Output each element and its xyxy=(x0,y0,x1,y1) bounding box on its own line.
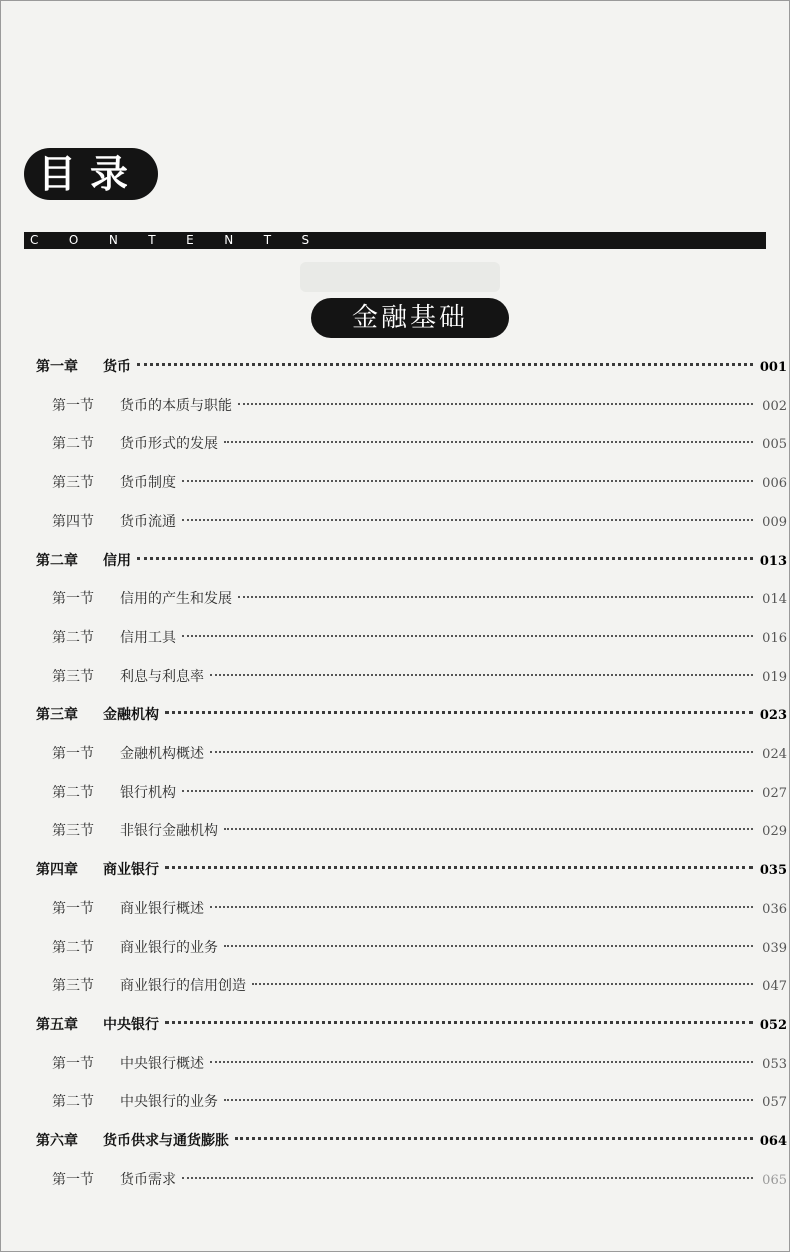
page-number: 053 xyxy=(762,1057,787,1072)
toc-section-entry xyxy=(52,819,787,843)
section-number: 第三节 xyxy=(52,978,94,994)
dot-leader xyxy=(224,945,753,947)
dot-leader xyxy=(238,596,753,598)
section-title: 商业银行的业务 xyxy=(120,940,218,956)
contents-banner xyxy=(24,232,766,249)
dot-leader xyxy=(210,751,753,753)
toc-chapter-entry xyxy=(36,703,787,727)
chapter-number: 第三章 xyxy=(36,707,78,723)
section-title: 中央银行概述 xyxy=(120,1056,204,1072)
dot-leader xyxy=(165,711,753,714)
section-title: 中央银行的业务 xyxy=(120,1094,218,1110)
chapter-title: 商业银行 xyxy=(103,862,159,878)
dot-leader xyxy=(210,906,753,908)
page-number: 027 xyxy=(762,786,787,801)
toc-section-entry xyxy=(52,742,787,766)
toc-section-entry xyxy=(52,1168,787,1192)
section-title: 信用的产生和发展 xyxy=(120,591,232,607)
page-number: 016 xyxy=(762,631,787,646)
chapter-number: 第一章 xyxy=(36,359,78,375)
dot-leader xyxy=(252,983,753,985)
dot-leader xyxy=(182,519,753,521)
section-title: 货币的本质与职能 xyxy=(120,398,232,414)
section-title: 货币制度 xyxy=(120,475,176,491)
section-number: 第一节 xyxy=(52,1056,94,1072)
page-number: 035 xyxy=(759,863,787,878)
dot-leader xyxy=(182,635,753,637)
chapter-number: 第六章 xyxy=(36,1133,78,1149)
page-number: 052 xyxy=(759,1018,787,1033)
toc-chapter-entry xyxy=(36,1013,787,1037)
chapter-number: 第五章 xyxy=(36,1017,78,1033)
section-title: 银行机构 xyxy=(120,785,176,801)
chapter-title: 货币 xyxy=(103,359,131,375)
toc-section-entry xyxy=(52,974,787,998)
section-title: 货币形式的发展 xyxy=(120,436,218,452)
section-number: 第二节 xyxy=(52,785,94,801)
toc-section-entry xyxy=(52,587,787,611)
section-number: 第一节 xyxy=(52,398,94,414)
dot-leader xyxy=(182,790,753,792)
section-title: 商业银行的信用创造 xyxy=(120,978,246,994)
chapter-title: 信用 xyxy=(103,553,131,569)
part-title: 金融基础 xyxy=(311,298,509,338)
page-number: 065 xyxy=(762,1173,787,1188)
page-number: 039 xyxy=(762,941,787,956)
page-title: 目录 xyxy=(24,148,158,200)
section-title: 金融机构概述 xyxy=(120,746,204,762)
dot-leader xyxy=(165,866,753,869)
page-number: 019 xyxy=(762,670,787,685)
section-title: 非银行金融机构 xyxy=(120,823,218,839)
toc-section-entry xyxy=(52,432,787,456)
chapter-title: 货币供求与通货膨胀 xyxy=(103,1133,229,1149)
dot-leader xyxy=(210,1061,753,1063)
section-number: 第二节 xyxy=(52,436,94,452)
toc-chapter-entry xyxy=(36,1129,787,1153)
section-number: 第二节 xyxy=(52,940,94,956)
section-number: 第三节 xyxy=(52,669,94,685)
part-title-shadow xyxy=(300,262,500,292)
dot-leader xyxy=(224,828,753,830)
page-number: 024 xyxy=(762,747,787,762)
contents-label: CONTENTS xyxy=(30,233,340,247)
dot-leader xyxy=(137,557,753,560)
toc-section-entry xyxy=(52,665,787,689)
section-number: 第二节 xyxy=(52,1094,94,1110)
toc-section-entry xyxy=(52,471,787,495)
toc-section-entry xyxy=(52,1090,787,1114)
toc-section-entry xyxy=(52,1052,787,1076)
toc-section-entry xyxy=(52,510,787,534)
page-number: 009 xyxy=(762,515,787,530)
section-number: 第一节 xyxy=(52,1172,94,1188)
section-number: 第三节 xyxy=(52,475,94,491)
toc-section-entry xyxy=(52,394,787,418)
dot-leader xyxy=(224,441,753,443)
section-number: 第三节 xyxy=(52,823,94,839)
page-number: 036 xyxy=(762,902,787,917)
section-title: 货币流通 xyxy=(120,514,176,530)
toc-section-entry xyxy=(52,626,787,650)
section-number: 第二节 xyxy=(52,630,94,646)
chapter-title: 金融机构 xyxy=(103,707,159,723)
page-number: 005 xyxy=(762,437,787,452)
dot-leader xyxy=(210,674,753,676)
toc-section-entry xyxy=(52,936,787,960)
section-number: 第一节 xyxy=(52,746,94,762)
section-number: 第一节 xyxy=(52,591,94,607)
page-number: 029 xyxy=(762,824,787,839)
page-number: 014 xyxy=(762,592,787,607)
page-number: 002 xyxy=(762,399,787,414)
page-number: 001 xyxy=(759,360,787,375)
page-number: 057 xyxy=(762,1095,787,1110)
dot-leader xyxy=(224,1099,753,1101)
chapter-number: 第二章 xyxy=(36,553,78,569)
page-number: 006 xyxy=(762,476,787,491)
page-number: 047 xyxy=(762,979,787,994)
section-title: 商业银行概述 xyxy=(120,901,204,917)
dot-leader xyxy=(182,480,753,482)
toc-chapter-entry xyxy=(36,549,787,573)
section-title: 信用工具 xyxy=(120,630,176,646)
section-title: 货币需求 xyxy=(120,1172,176,1188)
toc-chapter-entry xyxy=(36,355,787,379)
toc-section-entry xyxy=(52,897,787,921)
page-number: 013 xyxy=(759,554,787,569)
dot-leader xyxy=(137,363,753,366)
section-title: 利息与利息率 xyxy=(120,669,204,685)
section-number: 第一节 xyxy=(52,901,94,917)
section-number: 第四节 xyxy=(52,514,94,530)
toc-section-entry xyxy=(52,781,787,805)
chapter-title: 中央银行 xyxy=(103,1017,159,1033)
toc-chapter-entry xyxy=(36,858,787,882)
dot-leader xyxy=(182,1177,753,1179)
page-number: 023 xyxy=(759,708,787,723)
page-number: 064 xyxy=(759,1134,787,1149)
chapter-number: 第四章 xyxy=(36,862,78,878)
dot-leader xyxy=(235,1137,753,1140)
dot-leader xyxy=(165,1021,753,1024)
dot-leader xyxy=(238,403,753,405)
